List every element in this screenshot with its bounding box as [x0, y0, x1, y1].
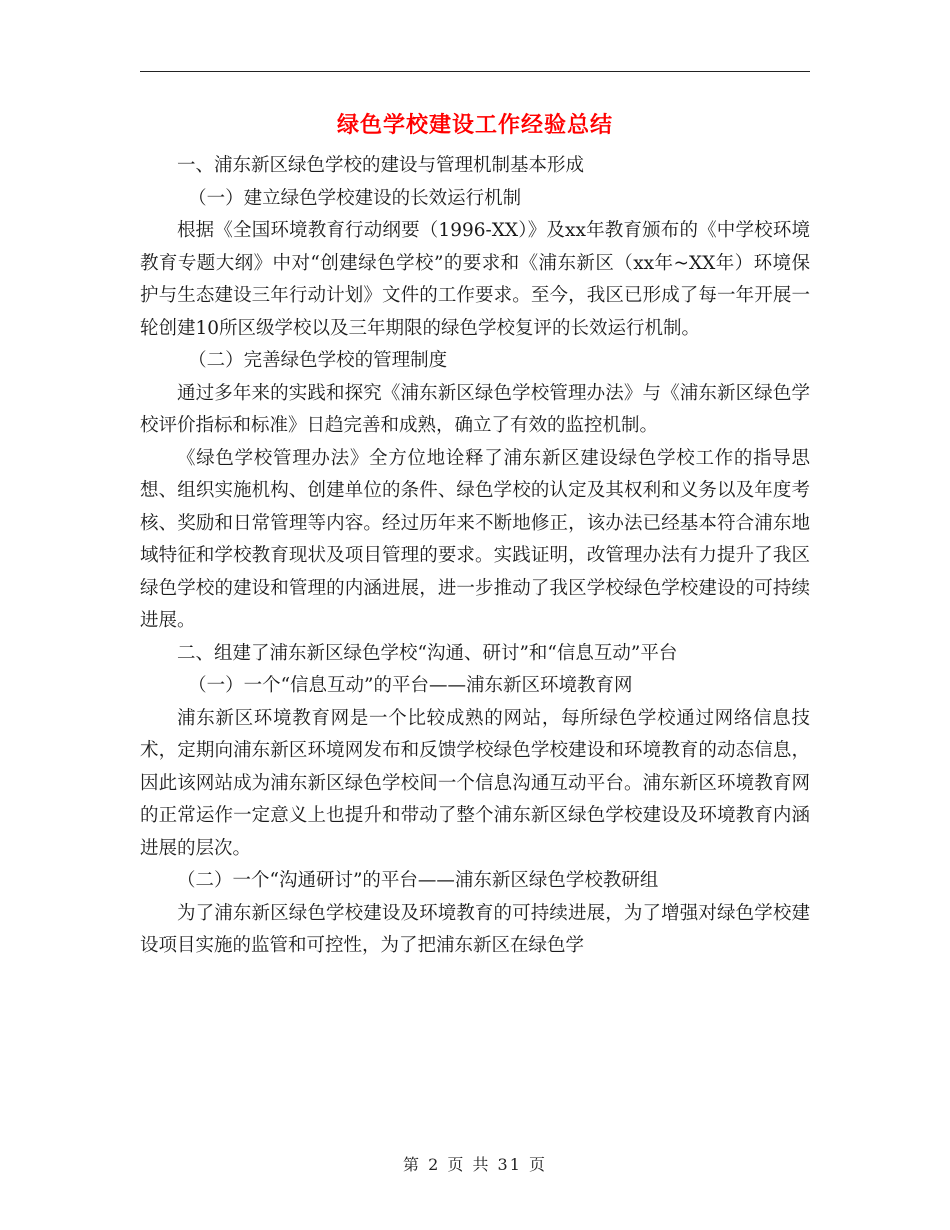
- body-paragraph: 浦东新区环境教育网是一个比较成熟的网站，每所绿色学校通过网络信息技术，定期向浦东新区环境网发布和反馈学校绿色学校建设和环境教育的动态信息，因此该网站成为浦东新区绿色学校间一个信息沟通互动平台。浦东新区环境教育网的正常运作一定意义上也提升和带动了整个浦东新区绿色学校建设及环境教育内涵进展的层次。: [140, 707, 810, 859]
- subsection-heading-2-1: （一）一个“信息互动”的平台——浦东新区环境教育网: [188, 675, 633, 696]
- document-title: 绿色学校建设工作经验总结: [336, 112, 613, 138]
- document-body: [140, 150, 810, 963]
- subsection-heading-1-2: （二）完善绿色学校的管理制度: [188, 350, 448, 371]
- header-rule: [140, 71, 810, 72]
- subsection-heading-1-1: （一）建立绿色学校建设的长效运行机制: [188, 187, 522, 209]
- section-heading-1: 一、浦东新区绿色学校的建设与管理机制基本形成: [177, 155, 585, 176]
- page-number-footer: 第 2 页 共 31 页: [403, 1155, 547, 1174]
- body-paragraph: 《绿色学校管理办法》全方位地诠释了浦东新区建设绿色学校工作的指导思想、组织实施机构、创建单位的条件、绿色学校的认定及其权利和义务以及年度考核、奖励和日常管理等内容。经过历年来不断地修正，该办法已经基本符合浦东地域特征和学校教育现状及项目管理的要求。实践证明，改管理办法有力提升了我区绿色学校的建设和管理的内涵进展，进一步推动了我区学校绿色学校建设的可持续进展。: [140, 447, 810, 631]
- body-paragraph: 通过多年来的实践和探究《浦东新区绿色学校管理办法》与《浦东新区绿色学校评价指标和标准》日趋完善和成熟，确立了有效的监控机制。: [140, 382, 810, 436]
- body-paragraph: 根据《全国环境教育行动纲要（1996-XX）》及xx年教育颁布的《中学校环境教育专题大纲》中对“创建绿色学校”的要求和《浦东新区（xx年~XX年）环境保护与生态建设三年行动计划》文件的工作要求。至今，我区已形成了每一年开展一轮创建10所区级学校以及三年期限的绿色学校复评的长效运行机制。: [140, 220, 810, 339]
- body-paragraph: 为了浦东新区绿色学校建设及环境教育的可持续进展，为了增强对绿色学校建设项目实施的监管和可控性，为了把浦东新区在绿色学: [140, 902, 810, 956]
- section-heading-2: 二、组建了浦东新区绿色学校“沟通、研讨”和“信息互动”平台: [177, 642, 678, 664]
- subsection-heading-2-2: （二）一个“沟通研讨”的平台——浦东新区绿色学校教研组: [177, 870, 659, 891]
